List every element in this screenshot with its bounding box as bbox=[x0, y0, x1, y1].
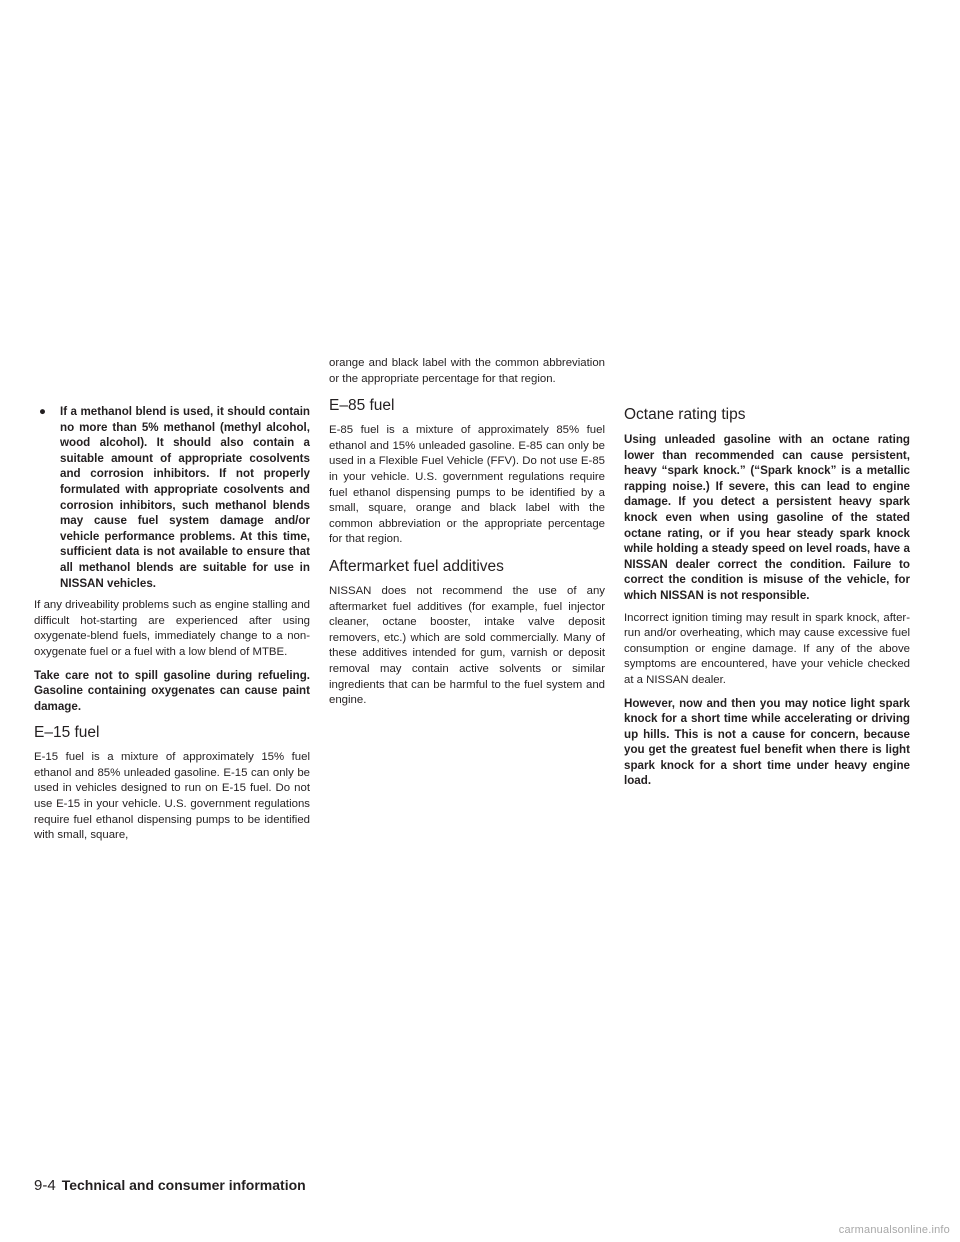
column-right bbox=[624, 406, 910, 789]
paragraph-driveability: If any driveability problems such as engine stalling and difficult hot-starting are experienced after using oxygenate-blend fuels, immediately change to a non-oxygenate fuel or a fuel with a low blend of MTBE. bbox=[34, 599, 310, 658]
paragraph-e15-continued: orange and black label with the common abbreviation or the appropriate percentage for that region. bbox=[329, 357, 605, 385]
page-number: 9-4 bbox=[34, 1177, 56, 1194]
paragraph-e85-fuel: E-85 fuel is a mixture of approximately 85% fuel ethanol and 15% unleaded gasoline. E-85 can only be used in a Flexible Fuel Vehicle (FFV). Do not use E-85 in your vehicle. U.S. government regulations require fuel ethanol dispensing pumps to be identified by a small, square, orange and black label with the common abbreviation or the appropriate percentage for that region. bbox=[329, 424, 605, 546]
paragraph-octane-warning: Using unleaded gasoline with an octane rating lower than recommended can cause persistent, heavy “spark knock.” (“Spark knock” is a metallic rapping noise.) If severe, this can lead to engine damage. If you detect a persistent heavy spark knock even when using gasoline of the stated octane rating, or if you hear steady spark knock while holding a steady speed on level roads, have a NISSAN dealer correct the condition. Failure to correct the condition is misuse of the vehicle, for which NISSAN is not responsible. bbox=[624, 433, 910, 602]
bullet-text: If a methanol blend is used, it should contain no more than 5% methanol (methyl alcohol, wood alcohol). It should also contain a suitable amount of appropriate cosolvents and corrosion inhibitors. If not properly formulated with appropriate cosolvents and corrosion inhibitors, such methanol blends may cause fuel system damage and/or vehicle performance problems. At this time, sufficient data is not available to ensure that all methanol blends are suitable for use in NISSAN vehicles. bbox=[60, 405, 310, 590]
paragraph-light-spark-knock: However, now and then you may notice light spark knock for a short time while accelerating or driving up hills. This is not a cause for concern, because you get the greatest fuel benefit when there is light spark knock for a short time under heavy engine load. bbox=[624, 696, 910, 788]
page-footer bbox=[34, 1176, 306, 1195]
column-middle bbox=[329, 356, 605, 709]
paragraph-e15-fuel: E-15 fuel is a mixture of approximately 15% fuel ethanol and 85% unleaded gasoline. E-15 can only be used in vehicles designed to run on E-15 fuel. Do not use E-15 in your vehicle. U.S. government regulations require fuel ethanol dispensing pumps to be identified with small, square, bbox=[34, 751, 310, 842]
bullet-icon: ● bbox=[39, 405, 47, 418]
heading-octane-tips: Octane rating tips bbox=[624, 406, 746, 423]
column-left bbox=[34, 404, 310, 844]
bullet-item-methanol bbox=[34, 404, 310, 591]
watermark: carmanualsonline.info bbox=[838, 1224, 950, 1236]
paragraph-aftermarket-additives: NISSAN does not recommend the use of any aftermarket fuel additives (for example, fuel injector cleaner, octane booster, intake valve deposit removers, etc.) which are sold commercially. Many of these additives intended for gum, varnish or deposit removal may contain active solvents or similar ingredients that can be harmful to the fuel system and engine. bbox=[329, 584, 605, 707]
heading-aftermarket-additives: Aftermarket fuel additives bbox=[329, 557, 504, 575]
section-title: Technical and consumer information bbox=[61, 1177, 306, 1193]
bullet-list bbox=[34, 404, 310, 591]
paragraph-ignition-timing: Incorrect ignition timing may result in spark knock, after-run and/or overheating, which may cause excessive fuel consumption or engine damage. If any of the above symptoms are encountered, have your vehicle checked at a NISSAN dealer. bbox=[624, 611, 910, 686]
heading-e15-fuel: E–15 fuel bbox=[34, 724, 100, 742]
heading-e85-fuel: E–85 fuel bbox=[329, 397, 395, 415]
paragraph-spill-warning: Take care not to spill gasoline during refueling. Gasoline containing oxygenates can cause paint damage. bbox=[34, 668, 310, 713]
